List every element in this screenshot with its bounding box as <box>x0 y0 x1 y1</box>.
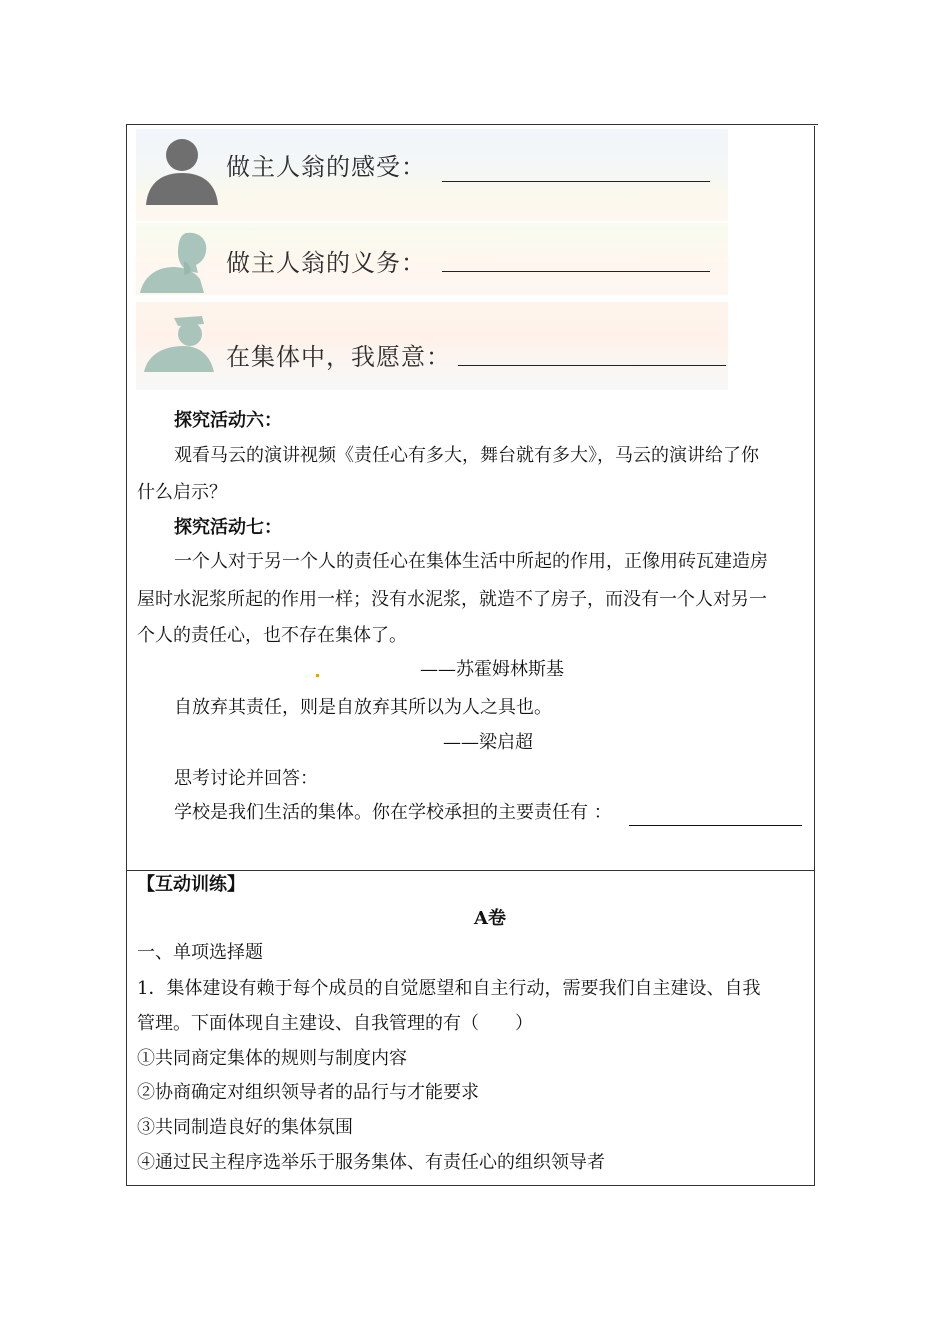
banner-label: 在集体中，我愿意： <box>226 343 451 371</box>
activity6-line: 观看马云的演讲视频《责任心有多大，舞台就有多大》，马云的演讲给了你 <box>174 445 759 466</box>
banner-label: 做主人翁的义务： <box>226 249 426 277</box>
table-row-divider <box>126 870 815 871</box>
thinking-person-icon <box>138 227 218 293</box>
banner-feelings <box>136 129 728 221</box>
person-cap-icon <box>140 312 220 372</box>
quote-attribution: ——苏霍姆林斯基 <box>420 659 564 680</box>
person-silhouette-icon <box>142 133 222 205</box>
frame-gap <box>728 120 818 126</box>
discussion-prompt: 思考讨论并回答： <box>174 768 318 789</box>
question-text: 学校是我们生活的集体。你在学校承担的主要责任有 ： <box>174 802 612 823</box>
decorative-dot <box>316 674 319 677</box>
answer-blank-line[interactable] <box>629 825 802 826</box>
banner-willing <box>136 302 728 390</box>
quote-attribution: ——梁启超 <box>443 732 533 753</box>
option-item: ③共同制造良好的集体氛围 <box>137 1117 353 1138</box>
activity6-line: 什么启示？ <box>137 482 227 503</box>
quote-line: 屋时水泥浆所起的作用一样；没有水泥浆，就造不了房子，而没有一个人对另一 <box>137 589 767 610</box>
volume-title: A卷 <box>474 908 506 929</box>
section-heading: 【互动训练】 <box>137 874 245 895</box>
quote-line: 一个人对于另一个人的责任心在集体生活中所起的作用，正像用砖瓦建造房 <box>174 551 768 572</box>
quote-line: 个人的责任心，也不存在集体了。 <box>137 625 407 646</box>
option-item: ②协商确定对组织领导者的品行与才能要求 <box>137 1082 479 1103</box>
activity7-heading: 探究活动七： <box>174 517 282 538</box>
quote-line: 自放弃其责任，则是自放弃其所以为人之具也。 <box>174 697 552 718</box>
banner-duties <box>136 223 728 295</box>
frame-top-right-segment <box>726 124 818 125</box>
option-item: ④通过民主程序选举乐于服务集体、有责任心的组织领导者 <box>137 1152 605 1173</box>
answer-line <box>442 271 710 272</box>
banner-label: 做主人翁的感受： <box>226 153 426 181</box>
question-stem: 1．集体建设有赖于每个成员的自觉愿望和自主行动，需要我们自主建设、自我 <box>137 978 761 999</box>
activity6-heading: 探究活动六： <box>174 410 282 431</box>
answer-line <box>442 181 710 182</box>
answer-line <box>458 365 726 366</box>
question-type: 一、单项选择题 <box>137 942 263 963</box>
question-stem: 管理。下面体现自主建设、自我管理的有（ ） <box>137 1013 533 1034</box>
option-item: ①共同商定集体的规则与制度内容 <box>137 1048 407 1069</box>
